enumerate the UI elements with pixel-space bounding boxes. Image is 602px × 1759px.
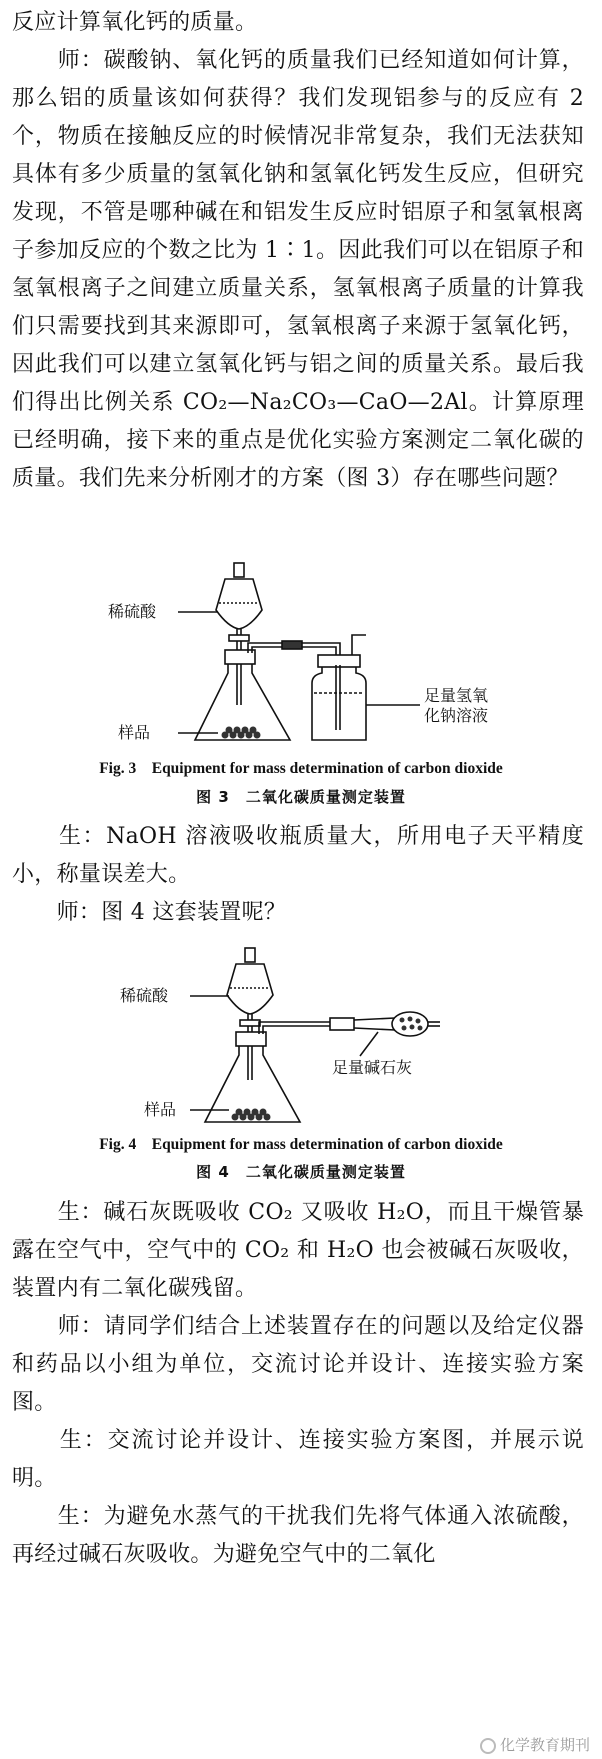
fig4-label-limesoda: 足量碱石灰	[332, 1058, 413, 1077]
gas-washing-bottle	[312, 667, 366, 740]
paragraph-4: 师：图 4 这套装置呢？	[12, 900, 287, 925]
watermark-text: 化学教育期刊	[499, 1736, 590, 1754]
fig3-label-acid: 稀硫酸	[108, 602, 157, 621]
paragraph-1: 反应计算氧化钙的质量。	[12, 10, 258, 35]
fig4-label-acid: 稀硫酸	[120, 986, 169, 1005]
figure-4-diagram	[0, 940, 602, 1130]
fig4-caption-en: Fig. 4 Equipment for mass determination of carbon dioxide	[99, 1136, 503, 1153]
paragraph-7: 生：交流讨论并设计、连接实验方案图，并展示说明。	[12, 1428, 584, 1491]
fig3-label-naoh-2: 化钠溶液	[424, 706, 489, 725]
fig4-label-sample: 样品	[144, 1100, 177, 1119]
fig3-caption-cn: 图 3 二氧化碳质量测定装置	[196, 788, 406, 806]
paragraph-6: 师：请同学们结合上述装置存在的问题以及给定仪器和药品以小组为单位，交流讨论并设计、连接实验方案图。	[12, 1314, 584, 1415]
fig3-label-sample: 样品	[118, 723, 151, 742]
drying-tube	[354, 1012, 440, 1036]
fig3-label-naoh-1: 足量氢氧	[424, 686, 489, 705]
paragraph-5: 生：碱石灰既吸收 CO₂ 又吸收 H₂O，而且干燥管暴露在空气中，空气中的 CO₂ 和 H₂O 也会被碱石灰吸收，装置内有二氧化碳残留。	[12, 1200, 584, 1301]
paragraph-2: 师：碳酸钠、氧化钙的质量我们已经知道如何计算，那么铝的质量该如何获得？我们发现铝参与的反应有 2 个，物质在接触反应的时候情况非常复杂，我们无法获知具体有多少质量的氢氧化钠和氢氧化钙发生反应，但研究发现，不管是哪种碱在和铝发生反应时铝原子和氢氧根离子参加反应的个数之比为 1∶1。因此我们可以在铝原子和氢氧根离子之间建立质量关系，氢氧根离子质量的计算我们只需要找到其来源即可，氢氧根离子来源于氢氧化钙，因此我们可以建立氢氧化钙与铝之间的质量关系。最后我们得出比例关系 CO₂—Na₂CO₃—CaO—2Al。计算原理已经明确，接下来的重点是优化实验方案测定二氧化碳的质量。我们先来分析刚才的方案（图 3）存在哪些问题？	[12, 48, 584, 491]
fig4-caption-cn: 图 4 二氧化碳质量测定装置	[196, 1163, 406, 1181]
sample-pellets	[222, 727, 261, 739]
bottle-stopper	[318, 655, 360, 667]
funnel-stopper	[234, 563, 244, 577]
flask-stopper	[236, 1032, 266, 1046]
delivery-tube	[259, 1022, 330, 1034]
watermark	[480, 1734, 590, 1755]
sample-pellets	[232, 1109, 271, 1121]
fig3-caption-en: Fig. 3 Equipment for mass determination of carbon dioxide	[99, 760, 503, 777]
flask-stopper	[225, 650, 255, 664]
paragraph-8: 生：为避免水蒸气的干扰我们先将气体通入浓硫酸，再经过碱石灰吸收。为避免空气中的二氧化	[12, 1504, 584, 1567]
separatory-funnel	[227, 964, 273, 1014]
wechat-icon	[480, 1738, 496, 1754]
figure-3-diagram	[0, 555, 602, 755]
separatory-funnel	[216, 579, 262, 629]
paragraph-3: 生：NaOH 溶液吸收瓶质量大，所用电子天平精度小，称量误差大。	[12, 824, 584, 887]
